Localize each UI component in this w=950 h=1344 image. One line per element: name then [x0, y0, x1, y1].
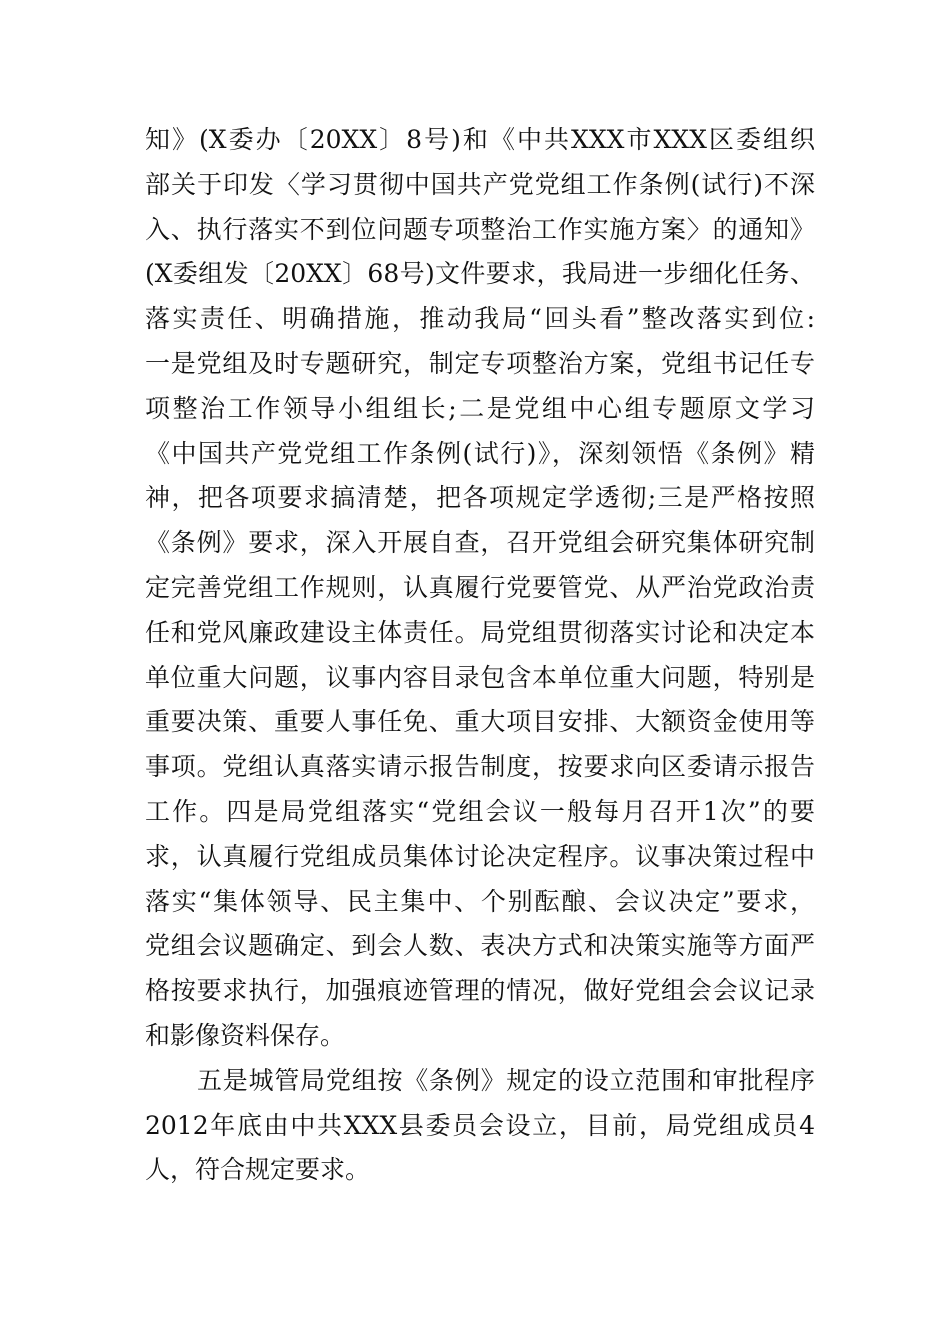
text-line: 一是党组及时专题研究，制定专项整治方案，党组书记任专: [145, 348, 815, 378]
text-line: 党组会议题确定、到会人数、表决方式和决策实施等方面严: [145, 931, 815, 961]
text-line: 《条例》要求，深入开展自查，召开党组会研究集体研究制: [145, 528, 815, 558]
text-line: 项整治工作领导小组组长;二是党组中心组专题原文学习: [145, 393, 815, 423]
text-line: 落实“集体领导、民主集中、个别酝酿、会议决定”要求，: [145, 886, 815, 916]
text-line: 重要决策、重要人事任免、重大项目安排、大额资金使用等: [145, 707, 815, 737]
text-line: 2012年底由中共XXX县委员会设立，目前，局党组成员4: [145, 1110, 815, 1140]
text-line: 人，符合规定要求。: [145, 1155, 371, 1185]
paragraph-1: [145, 118, 815, 1059]
text-line: 五是城管局党组按《条例》规定的设立范围和审批程序: [197, 1065, 815, 1095]
body-text: [145, 118, 815, 1193]
text-line: 入、执行落实不到位问题专项整治工作实施方案〉的通知》: [145, 214, 815, 244]
text-line: 定完善党组工作规则，认真履行党要管党、从严治党政治责: [145, 572, 815, 602]
text-line: 神，把各项要求搞清楚，把各项规定学透彻;三是严格按照: [145, 483, 815, 513]
text-line: 单位重大问题，议事内容目录包含本单位重大问题，特别是: [145, 662, 815, 692]
text-line: 《中国共产党党组工作条例(试行)》，深刻领悟《条例》精: [145, 438, 815, 468]
text-line: (X委组发〔20XX〕68号)文件要求，我局进一步细化任务、: [145, 259, 815, 289]
text-line: 事项。党组认真落实请示报告制度，按要求向区委请示报告: [145, 752, 815, 782]
text-line: 部关于印发〈学习贯彻中国共产党党组工作条例(试行)不深: [145, 169, 815, 199]
text-line: 知》(X委办〔20XX〕8号)和《中共XXX市XXX区委组织: [145, 125, 815, 154]
text-line: 和影像资料保存。: [145, 1020, 346, 1050]
text-line: 格按要求执行，加强痕迹管理的情况，做好党组会会议记录: [145, 976, 815, 1006]
paragraph-2: [145, 1059, 815, 1193]
text-line: 落实责任、明确措施，推动我局“回头看”整改落实到位:: [145, 304, 815, 334]
text-line: 工作。四是局党组落实“党组会议一般每月召开1次”的要: [145, 796, 815, 826]
text-line: 任和党风廉政建设主体责任。局党组贯彻落实讨论和决定本: [145, 617, 815, 647]
text-line: 求，认真履行党组成员集体讨论决定程序。议事决策过程中: [145, 841, 815, 871]
